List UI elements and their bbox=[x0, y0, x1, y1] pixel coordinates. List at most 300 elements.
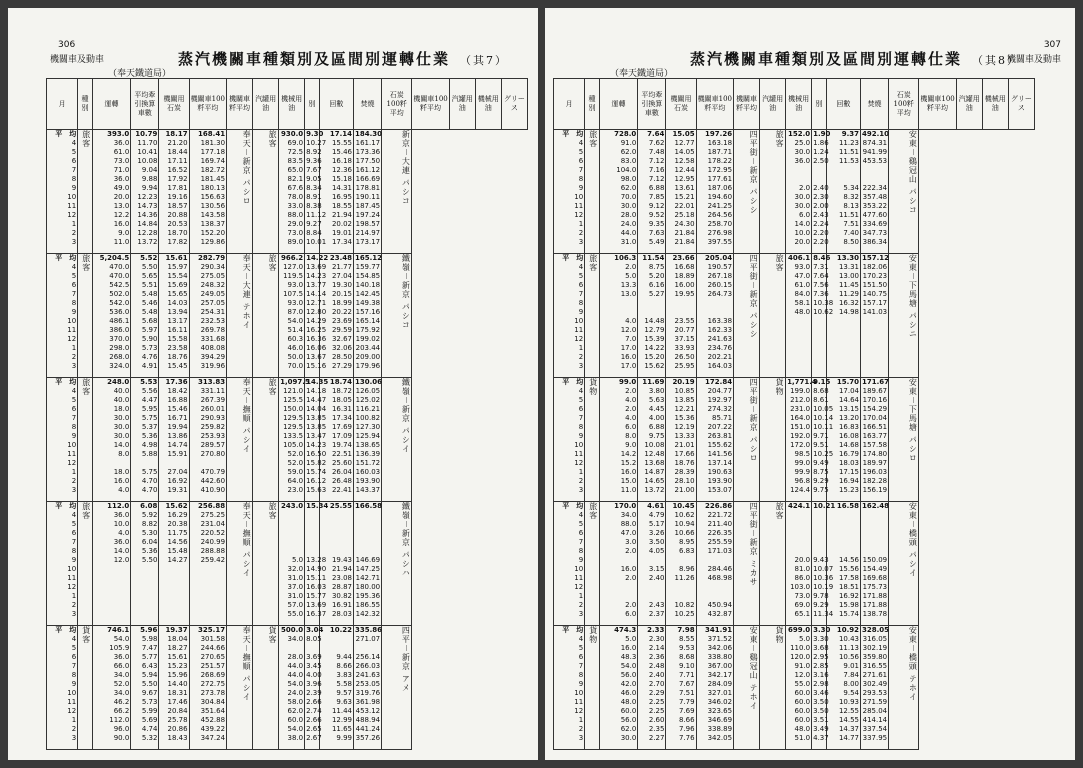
cell-value: 15.54 bbox=[167, 272, 188, 280]
cell-value: 18.44 bbox=[167, 148, 188, 156]
cell-value: 7 bbox=[578, 538, 584, 546]
cell-value: 226.86 bbox=[705, 502, 733, 510]
cell-value: 47.0 bbox=[620, 529, 637, 537]
cell-value: 83.5 bbox=[287, 157, 304, 165]
cell-value bbox=[862, 175, 887, 184]
cell-value: 19.31 bbox=[167, 486, 188, 494]
cell-value: 6.16 bbox=[648, 281, 665, 289]
train-type bbox=[585, 130, 600, 254]
cell-value: 8.82 bbox=[141, 520, 158, 528]
cell-value: 357.26 bbox=[355, 734, 381, 742]
cell-value: 11.26 bbox=[674, 574, 695, 582]
header-cell: 機關車100粁平均 bbox=[412, 79, 449, 130]
cell-value: 15.61 bbox=[165, 254, 188, 262]
cell-value: 240.99 bbox=[200, 538, 226, 546]
cell-value: 138.78 bbox=[862, 610, 888, 618]
cell-value: 11.51 bbox=[838, 148, 860, 156]
cell-value: 170.04 bbox=[862, 414, 888, 422]
cell-value: 2.43 bbox=[648, 601, 665, 609]
cell-value: 10.62 bbox=[813, 308, 834, 316]
cell-value: 14.55 bbox=[838, 716, 860, 724]
cell-value: 8.66 bbox=[679, 716, 695, 724]
cell-value: 26.04 bbox=[331, 468, 353, 476]
value-column bbox=[786, 378, 817, 502]
cell-value: 258.70 bbox=[707, 220, 733, 228]
cell-value bbox=[862, 166, 887, 175]
cell-value: 6.0 bbox=[625, 610, 637, 618]
route-label bbox=[382, 254, 412, 378]
value-column bbox=[554, 378, 585, 502]
train-type-text: 貨客 bbox=[268, 626, 278, 644]
cell-value: 9.52 bbox=[648, 211, 665, 219]
cell-value: 17.09 bbox=[331, 432, 353, 440]
cell-value: 33.93 bbox=[674, 344, 695, 352]
cell-value: 99.0 bbox=[794, 459, 811, 467]
cell-value: 49.0 bbox=[113, 184, 130, 192]
cell-value: 18.55 bbox=[331, 202, 353, 210]
cell-value: 8.34 bbox=[306, 184, 322, 192]
cell-value: 271.61 bbox=[862, 671, 888, 679]
cell-value: 10 bbox=[574, 689, 584, 697]
cell-value: 163.77 bbox=[862, 432, 888, 440]
title-text: 蒸汽機關車種類別及區間別運轉仕業 bbox=[178, 50, 451, 68]
cell-value: 157.58 bbox=[862, 441, 888, 449]
cell-value: 17.82 bbox=[167, 238, 188, 246]
cell-value: 65.1 bbox=[794, 610, 811, 618]
route-label bbox=[382, 502, 412, 626]
cell-value bbox=[787, 362, 810, 371]
cell-value: 270.80 bbox=[200, 450, 226, 458]
cell-value: 11.70 bbox=[137, 139, 158, 147]
cell-value bbox=[787, 353, 810, 362]
cell-value bbox=[132, 592, 157, 601]
cell-value: 6 bbox=[71, 281, 77, 289]
header-cell: 平均牽引換算車數 bbox=[131, 79, 159, 130]
cell-value: 3 bbox=[578, 734, 584, 742]
cell-value: 125.94 bbox=[355, 432, 381, 440]
cell-value: 30.0 bbox=[113, 423, 130, 431]
cell-value: 337.95 bbox=[862, 734, 888, 742]
cell-value: 11 bbox=[67, 202, 77, 210]
cell-value: 371.52 bbox=[707, 635, 733, 643]
cell-value: 12.2 bbox=[113, 211, 130, 219]
cell-value: 27.29 bbox=[331, 362, 353, 370]
cell-value: 226.35 bbox=[707, 529, 733, 537]
value-column bbox=[47, 378, 78, 502]
cell-value: 199.0 bbox=[790, 387, 811, 395]
header-cell: 種別 bbox=[585, 79, 600, 130]
cell-value: 54.0 bbox=[113, 635, 130, 643]
cell-value: 284.46 bbox=[707, 565, 733, 573]
cell-value: 199.02 bbox=[355, 335, 381, 343]
cell-value: 14.98 bbox=[838, 308, 860, 316]
cell-value: 5.58 bbox=[336, 680, 353, 688]
cell-value: 16.83 bbox=[838, 423, 860, 431]
cell-value: 10.07 bbox=[813, 565, 834, 573]
cell-value: 82.1 bbox=[287, 175, 304, 183]
value-column bbox=[696, 254, 733, 378]
cell-value: 29.0 bbox=[287, 220, 304, 228]
cell-value: 16.36 bbox=[306, 335, 327, 343]
cell-value: 452.88 bbox=[200, 716, 226, 724]
cell-value: 2 bbox=[71, 725, 77, 733]
cell-value: 170.16 bbox=[862, 396, 888, 404]
cell-value: 271.59 bbox=[862, 698, 888, 706]
cell-value: 58.1 bbox=[794, 299, 811, 307]
cell-value: 212.0 bbox=[790, 396, 811, 404]
cell-value: 248.32 bbox=[200, 281, 226, 289]
cell-value: 116.21 bbox=[355, 405, 381, 413]
cell-value: 14.2 bbox=[620, 450, 637, 458]
cell-value: 60.0 bbox=[620, 707, 637, 715]
cell-value: 3.26 bbox=[648, 529, 665, 537]
cell-value: 5.30 bbox=[141, 529, 158, 537]
cell-value: 187.45 bbox=[355, 202, 381, 210]
cell-value bbox=[639, 592, 664, 601]
cell-value: 4 bbox=[71, 387, 77, 395]
cell-value: 4 bbox=[71, 635, 77, 643]
cell-value: 10.25 bbox=[674, 610, 695, 618]
cell-value: 370.0 bbox=[109, 335, 130, 343]
header-cell: 月 bbox=[554, 79, 585, 130]
cell-value: 6 bbox=[578, 653, 584, 661]
cell-value: 432.87 bbox=[707, 610, 733, 618]
table-header bbox=[47, 79, 528, 130]
cell-value: 16.0 bbox=[620, 468, 637, 476]
cell-value: 13.17 bbox=[167, 317, 188, 325]
cell-value: 3.30 bbox=[813, 635, 829, 643]
cell-value: 342.05 bbox=[707, 734, 733, 742]
cell-value: 30.0 bbox=[620, 202, 637, 210]
cell-value: 8 bbox=[71, 175, 77, 183]
cell-value: 10.82 bbox=[674, 601, 695, 609]
train-type-text: 旅客 bbox=[81, 254, 91, 272]
cell-value: 160.03 bbox=[355, 468, 381, 476]
cell-value: 536.0 bbox=[109, 308, 130, 316]
cell-value: 14.0 bbox=[113, 547, 130, 555]
cell-value: 16.18 bbox=[331, 157, 353, 165]
cell-value: 198.57 bbox=[355, 220, 381, 228]
header-cell: 機關車100粁平均 bbox=[696, 79, 733, 130]
route-label bbox=[382, 378, 412, 502]
cell-value: 7 bbox=[71, 290, 77, 298]
train-type bbox=[760, 378, 786, 502]
cell-value: 7.0 bbox=[625, 335, 637, 343]
cell-value: 34.0 bbox=[113, 689, 130, 697]
cell-value: 19.16 bbox=[167, 193, 188, 201]
cell-value: 11.54 bbox=[642, 254, 665, 262]
cell-value bbox=[355, 529, 380, 538]
cell-value: 99.9 bbox=[794, 468, 811, 476]
train-type bbox=[253, 502, 279, 626]
cell-value bbox=[828, 166, 859, 175]
route-label-text: 四平街－新京 パシロ bbox=[749, 378, 759, 463]
cell-value: 346.69 bbox=[707, 716, 733, 724]
cell-value: 16.0 bbox=[620, 565, 637, 573]
table-row bbox=[554, 130, 1035, 254]
cell-value bbox=[160, 574, 187, 583]
cell-value: 20.38 bbox=[167, 520, 188, 528]
value-column bbox=[319, 626, 353, 750]
cell-value: 12.80 bbox=[306, 308, 327, 316]
cell-value: 5.99 bbox=[141, 707, 158, 715]
cell-value: 125.5 bbox=[283, 396, 304, 404]
cell-value: 152.0 bbox=[787, 130, 811, 138]
cell-value: 5.46 bbox=[141, 299, 158, 307]
cell-value: 4.76 bbox=[141, 353, 158, 361]
cell-value: 5.77 bbox=[141, 653, 158, 661]
cell-value: 17.15 bbox=[838, 468, 860, 476]
cell-value: 87.0 bbox=[287, 308, 304, 316]
cell-value: 106.3 bbox=[614, 254, 637, 262]
cell-value: 48.0 bbox=[620, 698, 637, 706]
cell-value: 86.0 bbox=[794, 574, 811, 582]
cell-value bbox=[667, 299, 694, 308]
cell-value: 平 均 bbox=[562, 254, 584, 262]
cell-value: 9.36 bbox=[306, 157, 322, 165]
cell-value: 7 bbox=[578, 414, 584, 422]
cell-value: 8.38 bbox=[306, 202, 322, 210]
cell-value: 189.67 bbox=[862, 387, 888, 395]
cell-value: 282.79 bbox=[198, 254, 226, 262]
cell-value: 12.19 bbox=[674, 423, 695, 431]
cell-value: 248.0 bbox=[107, 378, 130, 386]
value-column bbox=[354, 626, 382, 750]
cell-value: 26.48 bbox=[331, 477, 353, 485]
cell-value: 181.30 bbox=[200, 139, 226, 147]
cell-value: 62.0 bbox=[620, 148, 637, 156]
cell-value: 18.76 bbox=[674, 459, 695, 467]
value-column bbox=[354, 378, 382, 502]
cell-value: 4.05 bbox=[648, 547, 665, 555]
cell-value bbox=[191, 574, 225, 583]
cell-value: 155.62 bbox=[707, 441, 733, 449]
cell-value: 15.21 bbox=[674, 193, 695, 201]
cell-value: 54.0 bbox=[287, 317, 304, 325]
value-column bbox=[861, 378, 889, 502]
cell-value: 1 bbox=[578, 344, 584, 352]
cell-value: 84.0 bbox=[794, 290, 811, 298]
cell-value: 20.86 bbox=[167, 725, 188, 733]
value-column bbox=[305, 130, 327, 254]
cell-value: 17.11 bbox=[167, 157, 188, 165]
cell-value: 15.96 bbox=[167, 671, 188, 679]
cell-value: 9 bbox=[71, 432, 77, 440]
train-type-text: 貨物 bbox=[775, 378, 785, 396]
cell-value: 5.52 bbox=[140, 254, 158, 262]
cell-value: 18.0 bbox=[113, 468, 130, 476]
value-column bbox=[319, 130, 353, 254]
cell-value: 190.63 bbox=[707, 468, 733, 476]
cell-value: 9.53 bbox=[679, 644, 695, 652]
cell-value: 393.0 bbox=[107, 130, 130, 138]
cell-value: 16.91 bbox=[331, 601, 353, 609]
cell-value: 14.31 bbox=[331, 184, 353, 192]
cell-value: 150.0 bbox=[283, 405, 304, 413]
cell-value bbox=[862, 529, 887, 538]
route-label-text: 四平街－新京 パシシ bbox=[749, 254, 759, 339]
cell-value: 1 bbox=[578, 716, 584, 724]
cell-value: 3.80 bbox=[648, 387, 665, 395]
cell-value: 1 bbox=[71, 592, 77, 600]
cell-value: 8.75 bbox=[648, 263, 665, 271]
cell-value: 16.0 bbox=[113, 220, 130, 228]
cell-value: 51.0 bbox=[794, 734, 811, 742]
cell-value: 9.49 bbox=[813, 459, 829, 467]
cell-value: 30.0 bbox=[794, 148, 811, 156]
cell-value: 21.77 bbox=[331, 263, 353, 271]
cell-value: 3.04 bbox=[306, 626, 324, 634]
cell-value: 119.5 bbox=[283, 272, 304, 280]
cell-value: 平 均 bbox=[562, 626, 584, 634]
cell-value: 2 bbox=[71, 477, 77, 485]
cell-value: 13.15 bbox=[838, 405, 860, 413]
cell-value: 38.0 bbox=[287, 734, 304, 742]
cell-value: 2.0 bbox=[625, 574, 637, 582]
cell-value: 5.17 bbox=[648, 520, 665, 528]
value-column bbox=[159, 626, 189, 750]
value-column bbox=[131, 378, 159, 502]
cell-value: 2.25 bbox=[648, 698, 665, 706]
cell-value: 11.29 bbox=[838, 290, 860, 298]
cell-value: 5.97 bbox=[141, 326, 158, 334]
cell-value: 15.23 bbox=[167, 662, 188, 670]
cell-value: 48.0 bbox=[794, 725, 811, 733]
cell-value bbox=[787, 538, 810, 547]
cell-value: 2.95 bbox=[813, 653, 829, 661]
route-label-text: 四平－新京 アメ bbox=[401, 626, 411, 693]
cell-value: 138.37 bbox=[200, 220, 226, 228]
cell-value: 205.04 bbox=[705, 254, 733, 262]
cell-value: 204.77 bbox=[707, 387, 733, 395]
cell-value: 6.88 bbox=[648, 423, 665, 431]
cell-value: 25.95 bbox=[674, 362, 695, 370]
cell-value: 18.27 bbox=[167, 644, 188, 652]
cell-value: 5.32 bbox=[141, 734, 158, 742]
cell-value bbox=[667, 583, 694, 592]
cell-value: 12.0 bbox=[620, 326, 637, 334]
cell-value: 10 bbox=[574, 441, 584, 449]
cell-value: 54.0 bbox=[620, 662, 637, 670]
cell-value: 70.0 bbox=[287, 362, 304, 370]
cell-value: 18.43 bbox=[167, 734, 188, 742]
cell-value bbox=[132, 574, 157, 583]
cell-value: 15.62 bbox=[165, 502, 188, 510]
value-column bbox=[826, 130, 860, 254]
header-cell: 機關車100粁平均 bbox=[189, 79, 226, 130]
cell-value bbox=[862, 538, 887, 547]
cell-value: 1,771.4 bbox=[787, 378, 817, 386]
cell-value: 10.19 bbox=[813, 583, 834, 591]
cell-value: 60.0 bbox=[794, 716, 811, 724]
value-column bbox=[279, 130, 305, 254]
cell-value: 154.29 bbox=[862, 405, 888, 413]
cell-value: 8.95 bbox=[679, 538, 695, 546]
cell-value: 2 bbox=[71, 229, 77, 237]
cell-value: 253.05 bbox=[355, 680, 381, 688]
cell-value: 10.27 bbox=[306, 139, 327, 147]
route-label bbox=[227, 254, 253, 378]
train-type bbox=[253, 378, 279, 502]
cell-value: 6.0 bbox=[798, 211, 811, 219]
value-column bbox=[279, 254, 305, 378]
cell-value: 14.0 bbox=[794, 220, 811, 228]
cell-value: 7 bbox=[71, 662, 77, 670]
cell-value: 2.40 bbox=[648, 574, 665, 582]
value-column bbox=[812, 254, 834, 378]
cell-value: 3 bbox=[71, 362, 77, 370]
cell-value: 22.41 bbox=[331, 486, 353, 494]
cell-value: 178.81 bbox=[355, 184, 381, 192]
cell-value bbox=[639, 308, 664, 317]
cell-value: 20.84 bbox=[167, 707, 188, 715]
cell-value: 5.73 bbox=[141, 698, 158, 706]
table-row bbox=[554, 502, 1035, 626]
cell-value: 18.99 bbox=[331, 299, 353, 307]
cell-value: 169.68 bbox=[862, 574, 888, 582]
cell-value: 12 bbox=[67, 335, 77, 343]
cell-value: 7 bbox=[578, 662, 584, 670]
cell-value: 18.31 bbox=[167, 689, 188, 697]
cell-value: 171.88 bbox=[862, 601, 888, 609]
cell-value bbox=[813, 362, 825, 371]
cell-value bbox=[639, 583, 664, 592]
route-label-text: 奉天－撫順 パシイ bbox=[242, 502, 252, 578]
cell-value: 13.31 bbox=[838, 263, 860, 271]
cell-value: 10 bbox=[574, 565, 584, 573]
cell-value bbox=[813, 344, 825, 353]
cell-value: 6.08 bbox=[140, 502, 158, 510]
cell-value: 930.0 bbox=[280, 130, 304, 138]
cell-value: 10.14 bbox=[813, 414, 834, 422]
table-row bbox=[47, 254, 528, 378]
cell-value bbox=[862, 344, 887, 353]
cell-value: 18.05 bbox=[331, 396, 353, 404]
cell-value: 9.78 bbox=[813, 592, 829, 600]
cell-value: 71.0 bbox=[113, 166, 130, 174]
cell-value: 3 bbox=[71, 734, 77, 742]
cell-value: 5 bbox=[71, 520, 77, 528]
cell-value: 11.51 bbox=[838, 211, 860, 219]
cell-value: 4.0 bbox=[625, 317, 637, 325]
cell-value bbox=[306, 538, 318, 547]
route-label bbox=[889, 502, 919, 626]
cell-value: 542.0 bbox=[109, 299, 130, 307]
train-type bbox=[760, 626, 786, 750]
cell-value: 337.54 bbox=[862, 725, 888, 733]
cell-value: 3.83 bbox=[336, 671, 353, 679]
cell-value: 169.74 bbox=[200, 157, 226, 165]
cell-value: 124.4 bbox=[790, 486, 811, 494]
route-label bbox=[227, 626, 253, 750]
cell-value: 154.49 bbox=[862, 565, 888, 573]
cell-value: 9 bbox=[578, 680, 584, 688]
cell-value: 73.0 bbox=[287, 229, 304, 237]
cell-value: 165.14 bbox=[355, 317, 381, 325]
cell-value: 5.48 bbox=[141, 290, 158, 298]
cell-value: 15.45 bbox=[167, 362, 188, 370]
cell-value: 12.36 bbox=[331, 166, 353, 174]
cell-value bbox=[698, 299, 732, 308]
cell-value: 64.0 bbox=[287, 477, 304, 485]
cell-value: 26.50 bbox=[674, 353, 695, 361]
cell-value bbox=[321, 538, 352, 547]
cell-value: 439.22 bbox=[200, 725, 226, 733]
cell-value: 241.25 bbox=[707, 202, 733, 210]
cell-value: 197.24 bbox=[355, 211, 381, 219]
cell-value: 177.50 bbox=[355, 157, 381, 165]
cell-value: 60.0 bbox=[794, 689, 811, 697]
